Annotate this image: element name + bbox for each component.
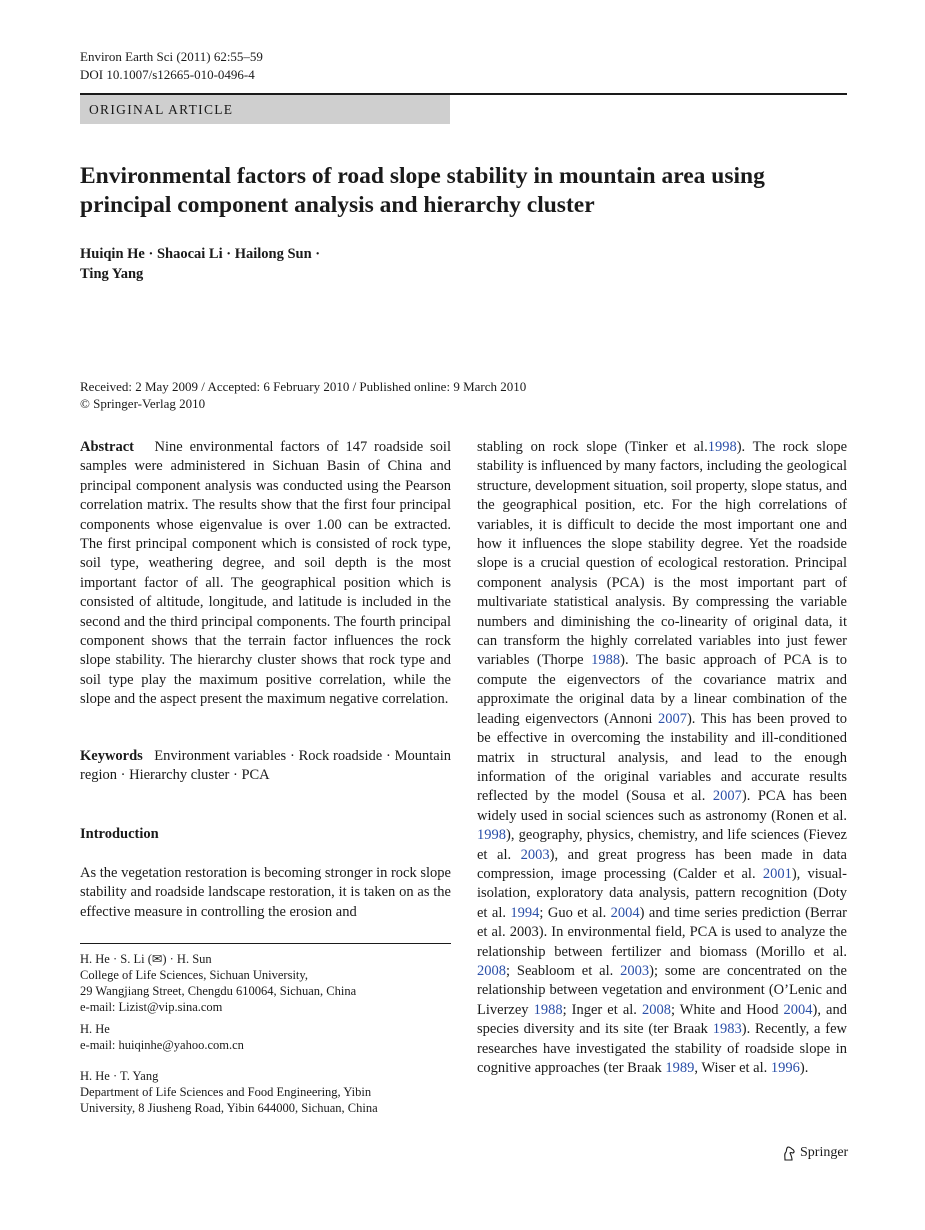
- introduction-paragraph: As the vegetation restoration is becoming stronger in rock slope stability and roadside landscape restoration, it is taken on as the effective measure in controlling the erosion and: [80, 865, 451, 920]
- body-text-run: ); some are concentrated on the relationship between vegetation and environment (O’Lenic and Liverzey: [477, 962, 847, 1018]
- citation-link[interactable]: 2007: [712, 788, 742, 805]
- body-text-run: ), visual-isolation, exploratory data analysis, pattern recognition (Doty et al.: [477, 865, 847, 921]
- keywords-text: Environment variables · Rock roadside · Mountain region · Hierarchy cluster · PCA: [80, 748, 451, 784]
- publisher-name: Springer: [800, 1145, 849, 1160]
- citation-link[interactable]: 1983: [712, 1021, 742, 1038]
- body-text-run: ), geography, physics, chemistry, and life sciences (Fievez et al.: [477, 827, 847, 863]
- affiliation-department: College of Life Sciences, Sichuan University,: [80, 968, 308, 982]
- affiliation-email[interactable]: e-mail: Lizist@vip.sina.com: [80, 1000, 223, 1014]
- citation-link[interactable]: 2003: [520, 846, 550, 863]
- section-heading-introduction: Introduction: [80, 826, 159, 842]
- body-text-run: ), and great progress has been made in data compression, image processing (Calder et al.: [477, 846, 847, 882]
- abstract: [80, 438, 451, 710]
- springer-horse-icon: [782, 1146, 796, 1161]
- article-type-banner: [80, 95, 450, 124]
- body-text-run: ). This has been proved to be effective in overcoming the instability and ill-conditioned matrix in structural analysis, and lead to the enough information of the original variables and accurate results reflected by the model (Sousa et al.: [477, 710, 847, 805]
- author-line-2: Ting Yang: [80, 266, 144, 282]
- body-text-run: ; Guo et al.: [539, 904, 611, 921]
- affiliation-names: H. He · T. Yang: [80, 1069, 159, 1083]
- author-list: [80, 244, 400, 284]
- body-text-run: ; Seabloom et al.: [506, 962, 621, 979]
- body-text-run: ). The basic approach of PCA is to compute the eigenvectors of the covariance matrix and approximate the original data by a linear combination of the leading eigenvectors (Annoni: [477, 652, 847, 727]
- body-text-run: ; Inger et al.: [562, 1001, 642, 1018]
- journal-header: [80, 48, 263, 84]
- journal-citation: Environ Earth Sci (2011) 62:55–59: [80, 49, 263, 64]
- affiliation-email[interactable]: e-mail: huiqinhe@yahoo.com.cn: [80, 1038, 244, 1052]
- affiliation-1: [80, 951, 451, 1015]
- citation-link[interactable]: 1998: [707, 439, 737, 455]
- citation-link[interactable]: 1996: [770, 1060, 800, 1076]
- date-history: Received: 2 May 2009 / Accepted: 6 February 2010 / Published online: 9 March 2010: [80, 379, 527, 394]
- publication-dates: [80, 378, 526, 412]
- body-text-run: ), and species diversity and its site (ter Braak: [477, 1001, 847, 1038]
- body-text-run: ). Recently, a few researches have investigated the stability of roadside slope in cognitive approaches (ter Braak: [477, 1021, 847, 1076]
- affiliation-3: [80, 1068, 451, 1116]
- body-text-run: stabling on rock slope (Tinker et al.: [477, 439, 708, 455]
- author-line-1: Huiqin He · Shaocai Li · Hailong Sun ·: [80, 246, 321, 262]
- affiliation-address: University, 8 Jiusheng Road, Yibin 644000, Sichuan, China: [80, 1101, 378, 1115]
- keywords: [80, 747, 451, 786]
- journal-doi[interactable]: DOI 10.1007/s12665-010-0496-4: [80, 67, 255, 82]
- introduction-continued: [477, 438, 847, 1078]
- citation-link[interactable]: 2004: [783, 1001, 813, 1018]
- citation-link[interactable]: 1988: [591, 652, 621, 669]
- citation-link[interactable]: 2001: [762, 865, 792, 882]
- article-title: Environmental factors of road slope stability in mountain area using principal component analysis and hierarchy cluster: [80, 163, 765, 218]
- affiliation-address: 29 Wangjiang Street, Chengdu 610064, Sichuan, China: [80, 984, 357, 998]
- publisher-footer: [782, 1145, 848, 1161]
- affiliation-names: H. He · S. Li (✉) · H. Sun: [80, 952, 212, 966]
- citation-link[interactable]: 2007: [657, 710, 687, 727]
- footnote-rule: [80, 943, 451, 944]
- body-text-run: ).: [799, 1060, 809, 1076]
- citation-link[interactable]: 2008: [477, 962, 506, 979]
- abstract-label: Abstract: [80, 439, 134, 455]
- affiliation-department: Department of Life Sciences and Food Engineering, Yibin: [80, 1085, 372, 1099]
- body-text-run: , Wiser et al.: [694, 1060, 771, 1076]
- article-type-label: ORIGINAL ARTICLE: [89, 102, 234, 117]
- citation-link[interactable]: 2008: [641, 1001, 671, 1018]
- citation-link[interactable]: 1989: [665, 1060, 695, 1076]
- abstract-text: Nine environmental factors of 147 roadside soil samples were administered in Sichuan Basin of China and principal component analysis was conducted using the Pearson correlation matrix. The results show that the first four principal components whose eigenvalue is over 1.00 can be extracted. The first principal component which is consisted of rock type, soil type, weathering degree, and soil depth is the most important factor of all. The geographical position which is consisted of altitude, longitude, and latitude is included in the second and the third principal components. The fourth principal component shows that the terrain factor influences the rock slope stability. The hierarchy cluster shows that rock type and soil type play the maximum positive correlation, while the slope and the aspect present the maximum negative correlation.: [80, 439, 451, 708]
- body-text-run: ) and time series prediction (Berrar et al. 2003). In environmental field, PCA is used to analyze the relationship between fertilizer and biomass (Morillo et al.: [477, 904, 847, 960]
- citation-link[interactable]: 2004: [610, 904, 640, 921]
- citation-link[interactable]: 2003: [620, 962, 650, 979]
- citation-link[interactable]: 1994: [510, 904, 540, 921]
- body-text-run: ). The rock slope stability is influenced by many factors, including the geological structure, development situation, soil property, slope status, and the geographical position, etc. For the high correlations of variables, it is difficult to decide the most important one and how it influences the slope stability degree. Yet the roadside slope is a crucial question of ecological restoration. Principal component analysis (PCA) is the most important part of multivariate statistical analysis. By compressing the variable numbers and diminishing the co-linearity of original data, it can transform the highly correlated variables into just fewer variables (Thorpe: [477, 439, 848, 669]
- body-text-run: ; White and Hood: [670, 1001, 784, 1018]
- citation-link[interactable]: 1998: [477, 827, 506, 844]
- body-text-run: ). PCA has been widely used in social sciences such as astronomy (Ronen et al.: [477, 788, 847, 824]
- copyright-notice: © Springer-Verlag 2010: [80, 396, 206, 411]
- affiliation-names: H. He: [80, 1022, 110, 1036]
- keywords-label: Keywords: [80, 748, 143, 764]
- affiliation-2: [80, 1021, 451, 1053]
- citation-link[interactable]: 1988: [533, 1001, 563, 1018]
